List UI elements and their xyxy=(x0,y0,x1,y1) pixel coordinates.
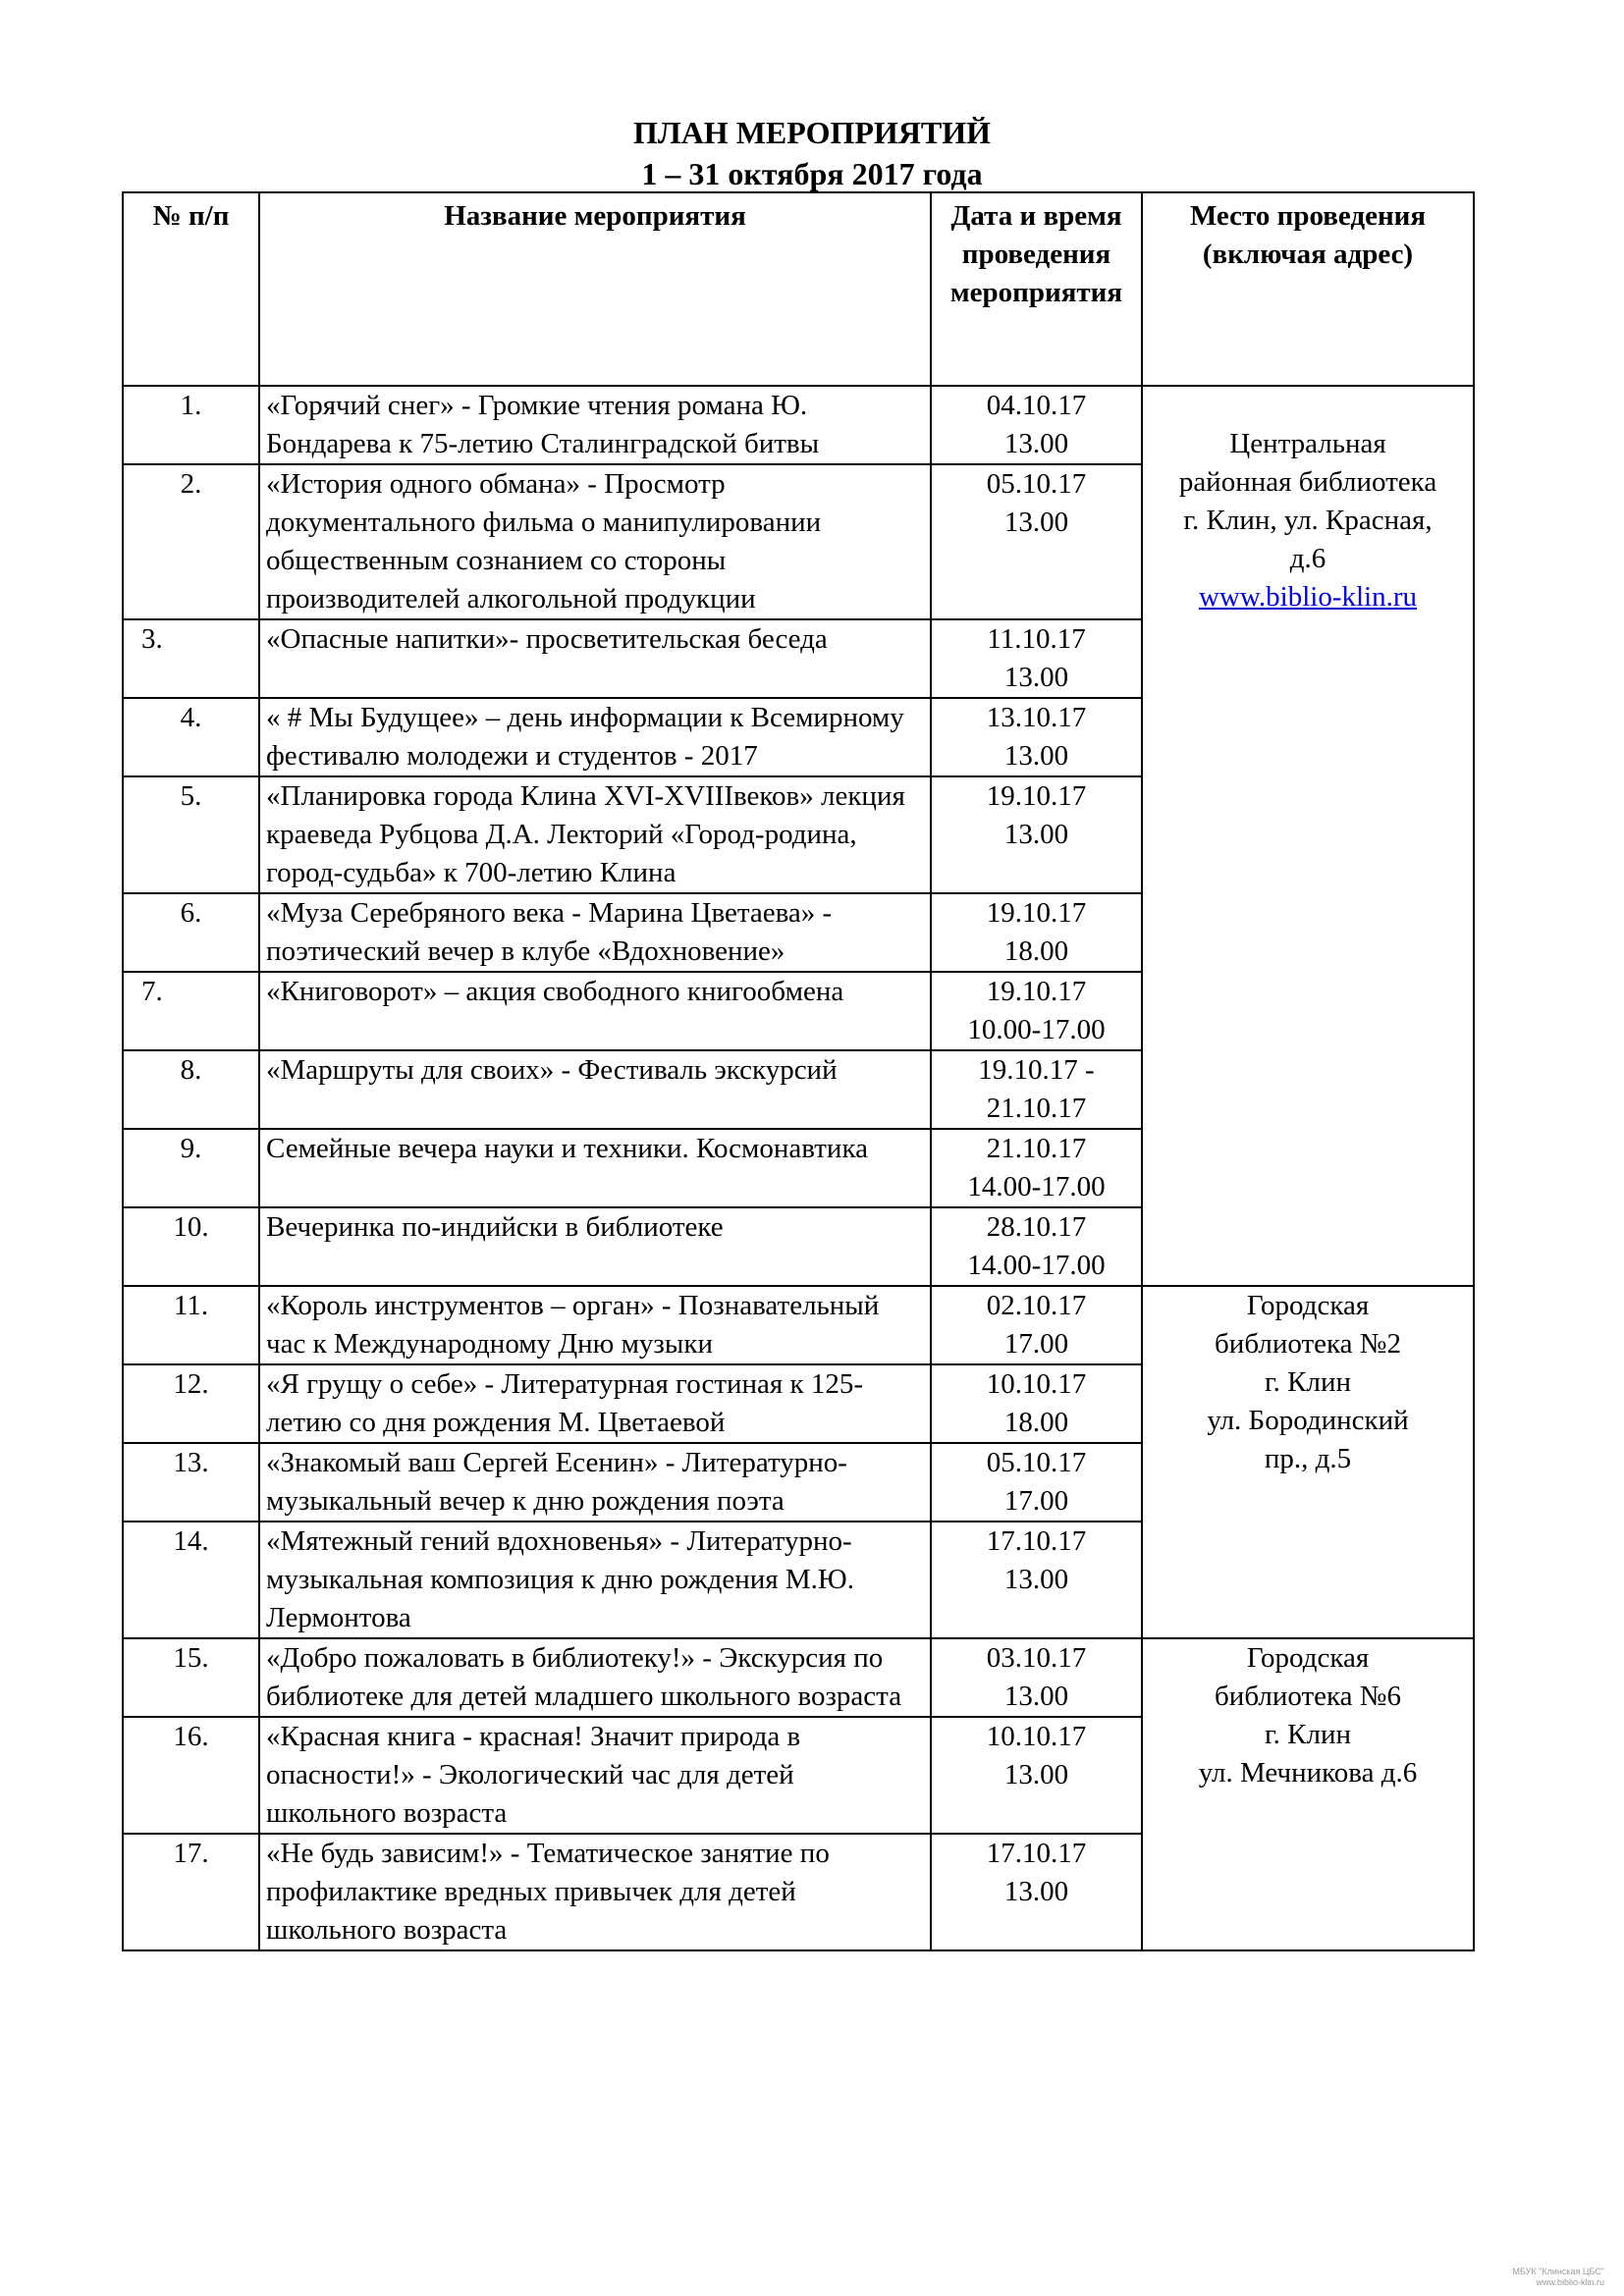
row-num: 10. xyxy=(123,1207,259,1286)
table-header-row xyxy=(123,192,1474,386)
row-name: Вечеринка по-индийски в библиотеке xyxy=(259,1207,931,1286)
row-date: 02.10.17 xyxy=(986,1290,1087,1321)
row-datetime xyxy=(931,1286,1142,1364)
row-time: 13.00 xyxy=(1003,740,1069,772)
header-name: Название мероприятия xyxy=(259,192,931,386)
row-time: 18.00 xyxy=(1003,1407,1069,1438)
row-datetime xyxy=(931,1207,1142,1286)
place-central xyxy=(1142,386,1474,1286)
row-num: 3. xyxy=(123,619,259,698)
row-name: «Мятежный гений вдохновенья» - Литературно-музыкальная композиция к дню рождения М.Ю. Лермонтова xyxy=(259,1522,931,1638)
row-num: 4. xyxy=(123,698,259,776)
document-title: ПЛАН МЕРОПРИЯТИЙ xyxy=(632,115,992,150)
row-time: 17.00 xyxy=(1003,1328,1069,1360)
row-name: «Не будь зависим!» - Тематическое занятие по профилактике вредных привычек для детей школьного возраста xyxy=(259,1834,931,1950)
row-datetime xyxy=(931,972,1142,1050)
row-num: 17. xyxy=(123,1834,259,1950)
row-datetime xyxy=(931,1050,1142,1129)
table-row xyxy=(123,1638,1474,1717)
row-date: 11.10.17 xyxy=(987,623,1086,655)
row-date: 10.10.17 xyxy=(986,1721,1087,1752)
place-line: пр., д.5 xyxy=(1264,1443,1352,1474)
row-date: 17.10.17 xyxy=(986,1838,1087,1869)
place-line: г. Клин xyxy=(1265,1366,1351,1398)
row-time: 18.00 xyxy=(1003,935,1069,967)
website-link[interactable]: www.biblio-klin.ru xyxy=(1198,581,1418,613)
place-line: Городская xyxy=(1246,1642,1370,1674)
table-row xyxy=(123,1286,1474,1364)
place-line: библиотека №6 xyxy=(1215,1681,1401,1712)
place-line: библиотека №2 xyxy=(1215,1328,1401,1360)
row-date: 19.10.17 xyxy=(986,897,1087,929)
row-time: 13.00 xyxy=(1003,1876,1069,1907)
row-time: 13.00 xyxy=(1003,819,1069,850)
row-num: 6. xyxy=(123,893,259,972)
row-datetime xyxy=(931,386,1142,464)
row-datetime xyxy=(931,1364,1142,1443)
row-date: 19.10.17 xyxy=(986,780,1087,812)
document-period: 1 – 31 октября 2017 года xyxy=(641,156,983,191)
row-name: «Горячий снег» - Громкие чтения романа Ю. Бондарева к 75-летию Сталинградской битвы xyxy=(259,386,931,464)
row-num: 1. xyxy=(123,386,259,464)
row-time: 14.00-17.00 xyxy=(967,1171,1106,1202)
row-time: 13.00 xyxy=(1003,1564,1069,1595)
row-date: 05.10.17 xyxy=(986,1447,1087,1478)
row-num: 8. xyxy=(123,1050,259,1129)
row-datetime xyxy=(931,1522,1142,1638)
row-name: Семейные вечера науки и техники. Космонавтика xyxy=(259,1129,931,1207)
row-date: 03.10.17 xyxy=(986,1642,1087,1674)
row-datetime xyxy=(931,464,1142,619)
row-date: 05.10.17 xyxy=(986,468,1087,500)
row-time: 14.00-17.00 xyxy=(967,1250,1106,1281)
place-line: Городская xyxy=(1246,1290,1370,1321)
row-name: « # Мы Будущее» – день информации к Всемирному фестивалю молодежи и студентов - 2017 xyxy=(259,698,931,776)
row-time: 13.00 xyxy=(1003,662,1069,693)
row-num: 15. xyxy=(123,1638,259,1717)
footer-org: МБУК "Клинская ЦБС" xyxy=(1512,2267,1604,2276)
row-name: «Король инструментов – орган» - Познавательный час к Международному Дню музыки xyxy=(259,1286,931,1364)
row-num: 2. xyxy=(123,464,259,619)
row-datetime xyxy=(931,1129,1142,1207)
row-time: 21.10.17 xyxy=(986,1093,1087,1124)
row-datetime xyxy=(931,1834,1142,1950)
row-name: «Я грущу о себе» - Литературная гостиная к 125-летию со дня рождения М. Цветаевой xyxy=(259,1364,931,1443)
row-num: 14. xyxy=(123,1522,259,1638)
header-num: № п/п xyxy=(123,192,259,386)
row-date: 19.10.17 - xyxy=(978,1054,1095,1086)
row-date: 04.10.17 xyxy=(986,390,1087,421)
row-num: 7. xyxy=(123,972,259,1050)
place-line: районная библиотека xyxy=(1178,466,1437,498)
row-num: 9. xyxy=(123,1129,259,1207)
row-datetime xyxy=(931,1638,1142,1717)
row-time: 13.00 xyxy=(1003,1681,1069,1712)
row-name: «Опасные напитки»- просветительская беседа xyxy=(259,619,931,698)
row-datetime xyxy=(931,1443,1142,1522)
row-name: «Планировка города Клина XVI-XVIIIвеков» лекция краеведа Рубцова Д.А. Лекторий «Город-родина, город-судьба» к 700-летию Клина xyxy=(259,776,931,893)
row-name: «Книговорот» – акция свободного книгообмена xyxy=(259,972,931,1050)
row-name: «Добро пожаловать в библиотеку!» - Экскурсия по библиотеке для детей младшего школьного возраста xyxy=(259,1638,931,1717)
row-num: 16. xyxy=(123,1717,259,1834)
row-datetime xyxy=(931,619,1142,698)
row-time: 13.00 xyxy=(1003,428,1069,459)
row-date: 13.10.17 xyxy=(986,702,1087,733)
row-time: 10.00-17.00 xyxy=(967,1014,1106,1045)
row-time: 13.00 xyxy=(1003,1759,1069,1790)
events-table xyxy=(122,191,1475,1951)
row-num: 12. xyxy=(123,1364,259,1443)
footer-watermark xyxy=(1512,2267,1604,2288)
place-library-2 xyxy=(1142,1286,1474,1638)
place-line: г. Клин xyxy=(1265,1719,1351,1750)
header-place: Место проведения (включая адрес) xyxy=(1142,192,1474,386)
row-num: 11. xyxy=(123,1286,259,1364)
row-date: 28.10.17 xyxy=(986,1211,1087,1243)
place-library-6 xyxy=(1142,1638,1474,1950)
row-num: 13. xyxy=(123,1443,259,1522)
row-name: «Муза Серебряного века - Марина Цветаева» - поэтический вечер в клубе «Вдохновение» xyxy=(259,893,931,972)
row-name: «Красная книга - красная! Значит природа в опасности!» - Экологический час для детей школьного возраста xyxy=(259,1717,931,1834)
row-datetime xyxy=(931,776,1142,893)
place-line: д.6 xyxy=(1289,543,1326,574)
row-date: 21.10.17 xyxy=(986,1133,1087,1164)
row-date: 17.10.17 xyxy=(986,1525,1087,1557)
place-line: г. Клин, ул. Красная, xyxy=(1183,505,1433,536)
row-datetime xyxy=(931,698,1142,776)
row-date: 10.10.17 xyxy=(986,1368,1087,1400)
row-time: 17.00 xyxy=(1003,1485,1069,1517)
place-line: ул. Мечникова д.6 xyxy=(1198,1757,1418,1789)
row-time: 13.00 xyxy=(1003,507,1069,538)
row-name: «Знакомый ваш Сергей Есенин» - Литературно-музыкальный вечер к дню рождения поэта xyxy=(259,1443,931,1522)
row-datetime xyxy=(931,1717,1142,1834)
place-line: ул. Бородинский xyxy=(1207,1405,1409,1436)
place-line: Центральная xyxy=(1229,428,1386,459)
table-row xyxy=(123,386,1474,464)
row-date: 19.10.17 xyxy=(986,976,1087,1007)
header-date: Дата и время проведения мероприятия xyxy=(931,192,1142,386)
row-name: «История одного обмана» - Просмотр документального фильма о манипулировании общественным сознанием со стороны производителей алкогольной продукции xyxy=(259,464,931,619)
row-datetime xyxy=(931,893,1142,972)
footer-site: www.biblio-klin.ru xyxy=(1536,2277,1604,2287)
row-num: 5. xyxy=(123,776,259,893)
row-name: «Маршруты для своих» - Фестиваль экскурсий xyxy=(259,1050,931,1129)
